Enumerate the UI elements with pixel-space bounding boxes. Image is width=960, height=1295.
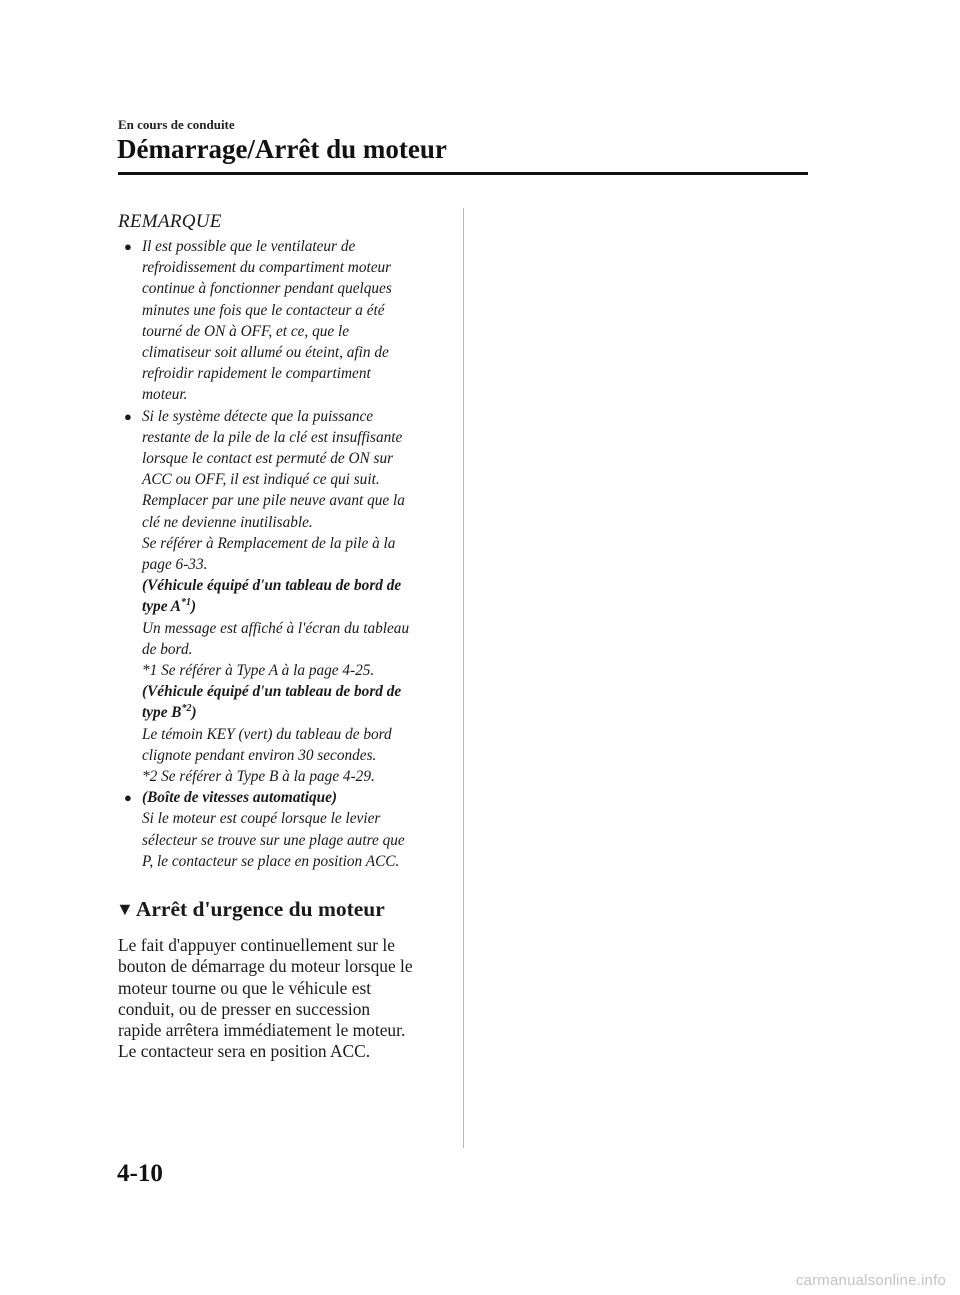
text-line: Le contacteur sera en position ACC. — [118, 1041, 371, 1062]
type-a-heading: (Véhicule équipé d'un tableau de bord de — [142, 577, 402, 595]
text-line: lorsque le contact est permuté de ON sur — [142, 450, 394, 468]
text-line: rapide arrêtera immédiatement le moteur. — [118, 1019, 406, 1040]
text-line: continue à fonctionner pendant quelques — [142, 280, 392, 298]
watermark: carmanualsonline.info — [795, 1272, 946, 1289]
column-divider — [463, 208, 464, 1148]
section-paragraph — [118, 935, 448, 1062]
text-line: de bord. — [142, 640, 193, 658]
title-rule — [118, 172, 808, 175]
text-line: clé ne devienne inutilisable. — [142, 513, 313, 531]
text-line: clignote pendant environ 30 secondes. — [142, 746, 377, 764]
text-line: Il est possible que le ventilateur de — [142, 238, 356, 255]
text-line: restante de la pile de la clé est insuffisante — [142, 428, 403, 446]
paren-close: ) — [191, 704, 197, 722]
text-line: conduit, ou de presser en succession — [118, 998, 371, 1019]
section-heading — [116, 895, 448, 923]
paren-close: ) — [190, 598, 197, 616]
type-a-heading-cont — [142, 596, 448, 617]
footnote-marker-2: *2 — [181, 703, 192, 715]
bullet-icon: ● — [124, 408, 132, 424]
text-line: climatiseur soit allumé ou éteint, afin de — [142, 344, 389, 362]
text-line: moteur tourne ou que le véhicule est — [118, 977, 372, 998]
type-b-heading-cont — [142, 702, 448, 723]
text-line: Si le système détecte que la puissance — [142, 407, 374, 425]
text-line: refroidissement du compartiment moteur — [142, 259, 392, 277]
text-line: Un message est affiché à l'écran du tableau — [142, 619, 410, 637]
text-line: minutes une fois que le contacteur a été — [142, 301, 385, 319]
type-a-label: type A — [142, 598, 181, 616]
note-heading: REMARQUE — [118, 211, 222, 232]
text-line: Se référer à Remplacement de la pile à la — [142, 534, 396, 552]
text-line: bouton de démarrage du moteur lorsque le — [118, 956, 413, 977]
triangle-down-icon: ▼ — [116, 899, 134, 920]
text-line: page 6-33. — [142, 556, 208, 574]
note-item-cooling-fan — [118, 236, 448, 406]
text-line: tourné de ON à OFF, et ce, que le — [142, 322, 350, 340]
note-item-key-battery — [118, 406, 448, 788]
note-list — [118, 236, 448, 872]
text-line: P, le contacteur se place en position ACC. — [142, 852, 400, 870]
type-b-label: type B — [142, 704, 182, 722]
footnote-type-b: *2 Se référer à Type B à la page 4-29. — [142, 768, 375, 786]
text-line: ACC ou OFF, il est indiqué ce qui suit. — [142, 471, 380, 489]
text-line: refroidir rapidement le compartiment — [142, 365, 371, 383]
section-label: En cours de conduite — [118, 117, 235, 132]
text-line: Le témoin KEY (vert) du tableau de bord — [142, 725, 392, 743]
section-title: Arrêt d'urgence du moteur — [135, 897, 385, 922]
text-line: Remplacer par une pile neuve avant que la — [142, 492, 405, 510]
footnote-type-a: *1 Se référer à Type A à la page 4-25. — [142, 662, 375, 680]
footnote-marker-1: *1 — [180, 597, 191, 609]
page-number: 4-10 — [117, 1160, 163, 1187]
note-item-automatic-transmission — [118, 787, 448, 872]
item-heading: (Boîte de vitesses automatique) — [142, 789, 338, 807]
text-line: sélecteur se trouve sur une plage autre que — [142, 831, 405, 849]
text-line: Le fait d'appuyer continuellement sur le — [118, 935, 395, 956]
page-title: Démarrage/Arrêt du moteur — [117, 134, 447, 164]
type-b-heading: (Véhicule équipé d'un tableau de bord de — [142, 683, 402, 701]
bullet-icon: ● — [124, 790, 132, 806]
text-line: Si le moteur est coupé lorsque le levier — [142, 810, 381, 828]
bullet-icon: ● — [124, 239, 132, 254]
text-line: moteur. — [142, 386, 188, 404]
left-column — [118, 210, 448, 1062]
